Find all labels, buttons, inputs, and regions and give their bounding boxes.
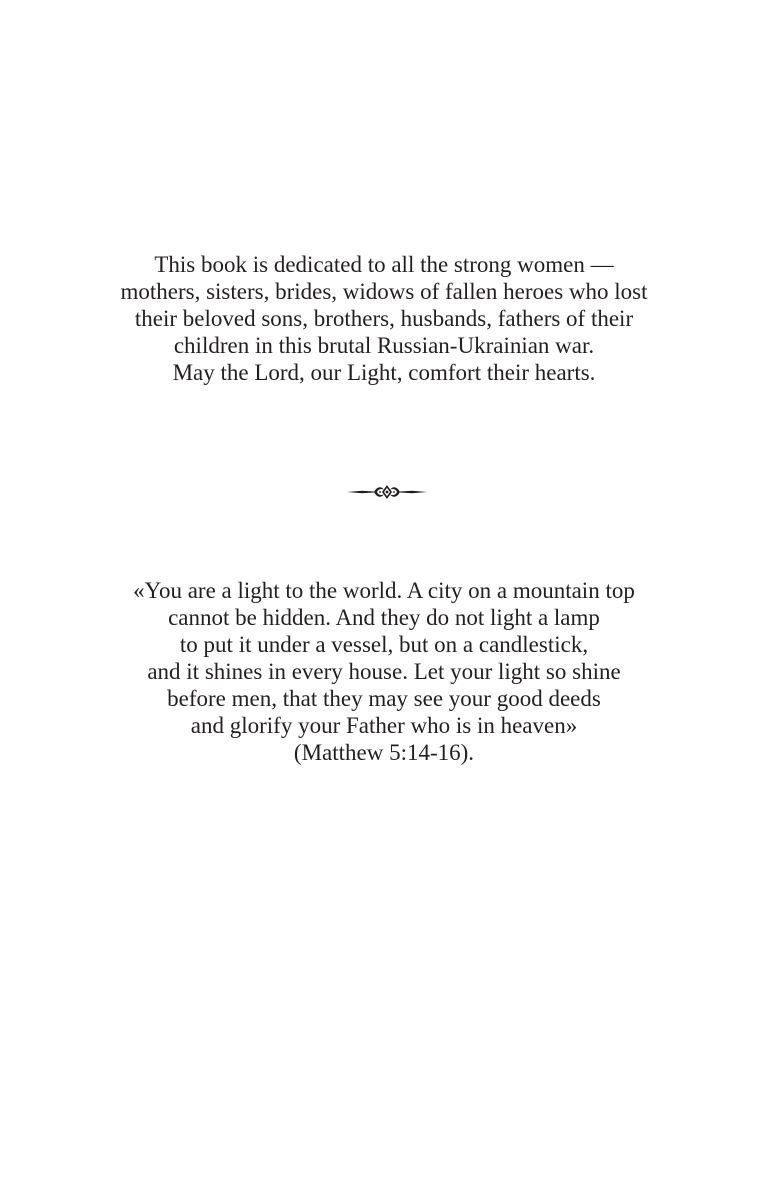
quote-line: and glorify your Father who is in heaven» [190,713,578,738]
bible-quote [0,577,768,766]
dedication-line: mothers, sisters, brides, widows of fallen heroes who lost [120,279,648,304]
dedication-line: children in this brutal Russian-Ukrainian war. [173,333,595,358]
quote-line: «You are a light to the world. A city on a mountain top [133,578,635,603]
decorative-divider-icon [346,484,428,500]
quote-line: before men, that they may see your good deeds [167,686,601,711]
dedication-line: their beloved sons, brothers, husbands, fathers of their [134,306,634,331]
quote-line: to put it under a vessel, but on a candlestick, [179,632,589,657]
dedication-text [0,251,768,386]
dedication-line: This book is dedicated to all the strong women — [154,252,614,277]
quote-line: cannot be hidden. And they do not light a lamp [168,605,600,630]
dedication-line: May the Lord, our Light, comfort their hearts. [172,360,596,385]
quote-line: and it shines in every house. Let your light so shine [147,659,621,684]
quote-citation: (Matthew 5:14-16). [293,740,475,765]
